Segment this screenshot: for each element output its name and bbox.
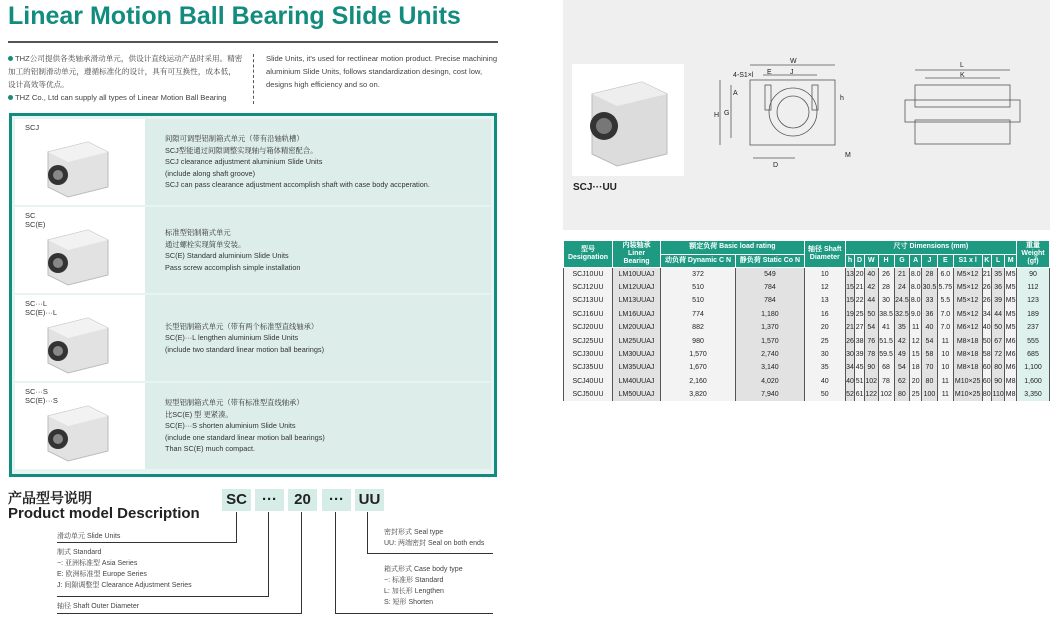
intro-cn: THZ公司提供各类轴承滑动单元，供设计直线运动产品时采用。精密加工的铝制滑动单元，遵循标准化的设计，具有可互换性，成本低，设计高效等优点。: [8, 54, 243, 89]
table-cell: M6: [1005, 361, 1017, 374]
table-cell: 39: [855, 348, 865, 361]
table-row: [564, 294, 1050, 307]
drawing-caption: SCJ···UU: [573, 182, 617, 193]
table-cell: 50: [864, 308, 878, 321]
table-cell: 8.0: [910, 268, 922, 281]
table-cell: 80: [992, 361, 1005, 374]
description-line: 长型铝制箱式单元（带有两个标准型直线轴承）: [165, 321, 319, 331]
table-cell: 12: [804, 281, 845, 294]
table-cell: 16: [804, 308, 845, 321]
table-cell: 102: [864, 375, 878, 388]
desc-shaft: 轴径 Shaft Outer Diameter: [57, 603, 140, 610]
table-cell: 15: [845, 281, 855, 294]
table-cell: 1,370: [736, 321, 805, 334]
table-cell: 774: [661, 308, 736, 321]
types-panel: [9, 113, 497, 477]
table-cell: SCJ16UU: [564, 308, 613, 321]
table-cell: 36: [922, 308, 938, 321]
description-line: Pass screw accomplish simple installation: [165, 262, 301, 272]
type-image: [15, 207, 145, 293]
description-line: SC(E)···L lengthen aluminium Slide Units: [165, 333, 299, 343]
table-cell: SCJ10UU: [564, 268, 613, 281]
table-cell: 60: [982, 375, 992, 388]
desc-seal: 密封形式 Seal type UU: 两端密封 Seal on both ends: [384, 529, 485, 547]
slide-unit-image: [43, 313, 113, 375]
table-cell: 100: [922, 388, 938, 401]
intro-divider: [253, 54, 254, 104]
table-cell: 25: [855, 308, 865, 321]
col-dim: M: [1005, 254, 1017, 268]
type-image: [15, 119, 145, 205]
type-description: [145, 383, 491, 469]
table-cell: 237: [1017, 321, 1050, 334]
table-cell: 27: [855, 321, 865, 334]
table-cell: SCJ40UU: [564, 375, 613, 388]
table-cell: 42: [894, 334, 910, 347]
table-cell: SCJ20UU: [564, 321, 613, 334]
table-cell: 58: [922, 348, 938, 361]
table-cell: 5.75: [937, 281, 953, 294]
spec-table: [563, 240, 1050, 401]
table-cell: 20: [804, 321, 845, 334]
table-row: [564, 388, 1050, 401]
title-divider: [8, 41, 498, 43]
table-cell: M5×12: [953, 308, 982, 321]
table-cell: 13: [845, 268, 855, 281]
table-cell: 10: [937, 348, 953, 361]
table-cell: 1,570: [736, 334, 805, 347]
table-cell: SCJ12UU: [564, 281, 613, 294]
code-seal: UU: [355, 489, 384, 511]
table-cell: 510: [661, 281, 736, 294]
code-sep1: ···: [255, 489, 284, 511]
table-cell: 90: [1017, 268, 1050, 281]
table-cell: 39: [992, 294, 1005, 307]
table-cell: 60: [982, 361, 992, 374]
table-cell: 7,940: [736, 388, 805, 401]
table-cell: 40: [864, 268, 878, 281]
table-cell: 80: [922, 375, 938, 388]
table-cell: M6×12: [953, 321, 982, 334]
description-line: (include one standard linear motion ball bearings): [165, 432, 325, 442]
type-description: [145, 295, 491, 381]
svg-text:J: J: [790, 69, 794, 76]
table-cell: M8: [1005, 375, 1017, 388]
leader-line: [57, 512, 302, 614]
table-cell: 10: [804, 268, 845, 281]
model-title-en: Product model Description: [8, 505, 200, 522]
table-cell: 54: [922, 334, 938, 347]
table-cell: 32.5: [894, 308, 910, 321]
type-row: [15, 207, 491, 293]
product-photo: [572, 64, 684, 176]
table-cell: 41: [878, 321, 894, 334]
table-cell: 5.5: [937, 294, 953, 307]
col-static: 静负荷 Static Co N: [736, 254, 805, 268]
col-dim: G: [894, 254, 910, 268]
table-cell: 44: [864, 294, 878, 307]
table-cell: 49: [894, 348, 910, 361]
type-description: [145, 207, 491, 293]
table-cell: 15: [845, 294, 855, 307]
description-line: (include two standard linear motion ball bearings): [165, 344, 324, 354]
intro-en2: Slide Units, it's used for rectlinear motion product. Precise machining aluminium Slide Units, follows standardization desingn, cost low, designs high efficiency and so on.: [266, 54, 498, 89]
table-cell: 40: [922, 321, 938, 334]
table-row: [564, 375, 1050, 388]
table-cell: 11: [937, 334, 953, 347]
type-row: [15, 383, 491, 469]
description-line: Than SC(E) much compact.: [165, 444, 256, 454]
table-cell: 30: [804, 348, 845, 361]
table-cell: 36: [992, 281, 1005, 294]
table-cell: 28: [922, 268, 938, 281]
desc-standard: 制式 Standard −: 亚洲标准型 Asia Series E: 欧洲标准型 Europe Series J: 间隙调整型 Clearance Adjustment Series: [57, 549, 192, 589]
col-dim: H: [878, 254, 894, 268]
svg-text:A: A: [733, 90, 738, 97]
table-cell: 122: [864, 388, 878, 401]
table-cell: 28: [878, 281, 894, 294]
table-cell: 26: [982, 294, 992, 307]
table-row: [564, 334, 1050, 347]
description-line: 标准型铝制箱式单元: [165, 228, 231, 237]
table-cell: M5: [1005, 294, 1017, 307]
table-cell: 555: [1017, 334, 1050, 347]
table-cell: 51.5: [878, 334, 894, 347]
table-cell: 1,100: [1017, 361, 1050, 374]
code-sep2: ···: [322, 489, 351, 511]
table-cell: LM25UUAJ: [613, 334, 661, 347]
table-cell: M5×12: [953, 268, 982, 281]
table-cell: SCJ13UU: [564, 294, 613, 307]
desc-slide: 滑动单元 Slide Units: [57, 533, 121, 540]
table-cell: M5: [1005, 268, 1017, 281]
table-cell: M8×18: [953, 361, 982, 374]
table-cell: 21: [982, 268, 992, 281]
table-cell: 80: [982, 388, 992, 401]
table-cell: 8.0: [910, 281, 922, 294]
description-line: SC(E)···S shorten aluminium Slide Units: [165, 421, 296, 431]
table-cell: SCJ25UU: [564, 334, 613, 347]
page-title: Linear Motion Ball Bearing Slide Units: [8, 2, 461, 30]
table-cell: 372: [661, 268, 736, 281]
table-cell: 25: [910, 388, 922, 401]
table-cell: 34: [845, 361, 855, 374]
table-cell: 40: [804, 375, 845, 388]
technical-drawing: [715, 55, 1035, 185]
table-cell: 30.5: [922, 281, 938, 294]
table-cell: 62: [894, 375, 910, 388]
col-dim: L: [992, 254, 1005, 268]
table-cell: LM10UUAJ: [613, 268, 661, 281]
desc-case: 箱式形式 Case body type −: 标准形 Standard L: 加长形 Lengthen S: 短形 Shorten: [384, 566, 463, 606]
table-row: [564, 308, 1050, 321]
table-cell: 18: [910, 361, 922, 374]
table-cell: 20: [855, 268, 865, 281]
table-cell: 26: [878, 268, 894, 281]
table-cell: M8: [1005, 388, 1017, 401]
table-cell: 2,160: [661, 375, 736, 388]
table-cell: 22: [855, 294, 865, 307]
table-cell: SCJ30UU: [564, 348, 613, 361]
svg-text:K: K: [960, 72, 965, 79]
table-cell: 54: [864, 321, 878, 334]
col-weight: 重量 Weight (gf): [1017, 241, 1050, 268]
table-cell: 78: [864, 348, 878, 361]
table-cell: LM20UUAJ: [613, 321, 661, 334]
type-image: [15, 383, 145, 469]
svg-text:M: M: [845, 152, 851, 159]
table-cell: M10×25: [953, 388, 982, 401]
table-cell: 685: [1017, 348, 1050, 361]
table-cell: 26: [845, 334, 855, 347]
table-cell: 110: [992, 388, 1005, 401]
description-line: 间隙可调型铝制箱式单元（带有沿轴轨槽）: [165, 134, 304, 144]
table-cell: 30: [878, 294, 894, 307]
table-cell: 34: [982, 308, 992, 321]
code-diameter: 20: [288, 489, 317, 511]
table-row: [564, 321, 1050, 334]
table-cell: LM13UUAJ: [613, 294, 661, 307]
table-cell: 4,020: [736, 375, 805, 388]
table-cell: 102: [878, 388, 894, 401]
svg-text:G: G: [724, 110, 730, 117]
table-cell: 3,140: [736, 361, 805, 374]
table-cell: 510: [661, 294, 736, 307]
table-cell: 11: [937, 388, 953, 401]
type-description: [145, 119, 491, 205]
col-load: 额定负荷 Basic load rating: [661, 241, 805, 255]
table-cell: 1,600: [1017, 375, 1050, 388]
table-cell: 45: [855, 361, 865, 374]
table-cell: LM40UUAJ: [613, 375, 661, 388]
col-shaft: 轴径 Shaft Diameter: [804, 241, 845, 268]
table-cell: 7.0: [937, 308, 953, 321]
table-cell: 40: [982, 321, 992, 334]
description-line: 比SC(E) 型 更紧凑。: [165, 409, 233, 419]
table-cell: 21: [845, 321, 855, 334]
table-cell: 33: [922, 294, 938, 307]
col-dim: h: [845, 254, 855, 268]
table-cell: 1,670: [661, 361, 736, 374]
slide-unit-image: [43, 225, 113, 287]
table-cell: SCJ50UU: [564, 388, 613, 401]
col-dim: A: [910, 254, 922, 268]
leader-line: [335, 512, 493, 614]
table-cell: 59.5: [878, 348, 894, 361]
table-cell: LM16UUAJ: [613, 308, 661, 321]
slide-unit-image: [43, 401, 113, 463]
col-dynamic: 动负荷 Dynamic C N: [661, 254, 736, 268]
type-code: SCJ: [25, 123, 40, 132]
col-dim: K: [982, 254, 992, 268]
table-cell: 549: [736, 268, 805, 281]
table-cell: M5: [1005, 321, 1017, 334]
table-cell: 3,820: [661, 388, 736, 401]
table-cell: 19: [845, 308, 855, 321]
table-cell: 70: [922, 361, 938, 374]
table-cell: 784: [736, 281, 805, 294]
table-cell: 78: [878, 375, 894, 388]
table-cell: 52: [845, 388, 855, 401]
type-code: SC SC(E): [25, 211, 46, 229]
table-cell: 784: [736, 294, 805, 307]
table-cell: 30: [845, 348, 855, 361]
svg-text:E: E: [767, 69, 772, 76]
svg-text:W: W: [790, 58, 797, 65]
table-cell: 61: [855, 388, 865, 401]
table-cell: LM50UUAJ: [613, 388, 661, 401]
col-dim: E: [937, 254, 953, 268]
table-cell: 24.5: [894, 294, 910, 307]
table-cell: 15: [910, 348, 922, 361]
description-line: 通过螺栓实现简单安装。: [165, 239, 246, 249]
table-cell: 44: [992, 308, 1005, 321]
description-line: SCJ clearance adjustment aluminium Slide Units: [165, 157, 323, 167]
table-cell: 42: [864, 281, 878, 294]
intro-left: [8, 52, 243, 104]
table-cell: 35: [804, 361, 845, 374]
table-cell: 38.5: [878, 308, 894, 321]
svg-text:L: L: [960, 62, 964, 69]
table-cell: 50: [982, 334, 992, 347]
description-line: 短型铝制箱式单元（带有标准型直线轴承）: [165, 398, 304, 408]
type-row: [15, 295, 491, 381]
table-cell: M6: [1005, 348, 1017, 361]
slide-unit-image: [43, 137, 113, 199]
table-cell: LM12UUAJ: [613, 281, 661, 294]
svg-text:4-S1×l: 4-S1×l: [733, 72, 754, 79]
table-cell: 40: [845, 375, 855, 388]
type-code: SC···L SC(E)···L: [25, 299, 58, 317]
table-cell: 50: [992, 321, 1005, 334]
table-cell: M6: [1005, 334, 1017, 347]
col-designation: 型号 Designation: [564, 241, 613, 268]
table-cell: 54: [894, 361, 910, 374]
table-cell: M5: [1005, 281, 1017, 294]
table-cell: 882: [661, 321, 736, 334]
table-cell: 21: [894, 268, 910, 281]
table-cell: 76: [864, 334, 878, 347]
col-liner: 内装轴承 Liner Bearing: [613, 241, 661, 268]
intro-en1: THZ Co., Ltd can supply all types of Linear Motion Ball Bearing: [15, 93, 227, 102]
table-cell: 112: [1017, 281, 1050, 294]
table-cell: 11: [937, 375, 953, 388]
table-cell: 10: [937, 361, 953, 374]
table-cell: 12: [910, 334, 922, 347]
table-cell: 189: [1017, 308, 1050, 321]
table-cell: 68: [878, 361, 894, 374]
table-row: [564, 268, 1050, 281]
col-dim: W: [864, 254, 878, 268]
table-cell: 9.0: [910, 308, 922, 321]
type-row: [15, 119, 491, 205]
table-cell: 51: [855, 375, 865, 388]
col-dims: 尺寸 Dimensions (mm): [845, 241, 1016, 255]
col-dim: J: [922, 254, 938, 268]
table-row: [564, 361, 1050, 374]
table-cell: M8×18: [953, 348, 982, 361]
table-cell: 50: [804, 388, 845, 401]
table-row: [564, 348, 1050, 361]
table-cell: 26: [982, 281, 992, 294]
model-title-cn: 产品型号说明: [8, 490, 92, 506]
description-line: SC(E) Standard aluminium Slide Units: [165, 251, 289, 260]
table-cell: 35: [894, 321, 910, 334]
table-cell: 123: [1017, 294, 1050, 307]
table-cell: M8×18: [953, 334, 982, 347]
table-cell: 11: [910, 321, 922, 334]
table-cell: 6.0: [937, 268, 953, 281]
table-cell: M5: [1005, 308, 1017, 321]
table-cell: M5×12: [953, 294, 982, 307]
table-cell: 38: [855, 334, 865, 347]
table-cell: 72: [992, 348, 1005, 361]
table-cell: 25: [804, 334, 845, 347]
bullet-icon: [8, 56, 13, 61]
table-cell: LM30UUAJ: [613, 348, 661, 361]
table-cell: SCJ35UU: [564, 361, 613, 374]
table-cell: 3,350: [1017, 388, 1050, 401]
bullet-icon: [8, 95, 13, 100]
table-cell: 20: [910, 375, 922, 388]
table-cell: 24: [894, 281, 910, 294]
table-cell: 1,570: [661, 348, 736, 361]
table-row: [564, 281, 1050, 294]
table-cell: 8.0: [910, 294, 922, 307]
table-cell: 2,740: [736, 348, 805, 361]
table-cell: M10×25: [953, 375, 982, 388]
type-image: [15, 295, 145, 381]
description-line: SCJ can pass clearance adjustment accomplish shaft with case body accperation.: [165, 180, 430, 190]
table-cell: M5×12: [953, 281, 982, 294]
type-code: SC···S SC(E)···S: [25, 387, 58, 405]
table-cell: 1,180: [736, 308, 805, 321]
code-series: SC: [222, 489, 251, 511]
col-dim: S1 x l: [953, 254, 982, 268]
table-cell: 90: [864, 361, 878, 374]
description-line: SCJ型能通过间隙调整实现轴与箱体精密配合。: [165, 145, 318, 155]
table-cell: LM35UUAJ: [613, 361, 661, 374]
table-cell: 80: [894, 388, 910, 401]
svg-text:h: h: [840, 95, 844, 102]
svg-text:D: D: [773, 162, 779, 169]
table-cell: 35: [992, 268, 1005, 281]
table-cell: 67: [992, 334, 1005, 347]
svg-text:H: H: [714, 112, 720, 119]
table-cell: 90: [992, 375, 1005, 388]
table-cell: 7.0: [937, 321, 953, 334]
table-cell: 21: [855, 281, 865, 294]
table-cell: 13: [804, 294, 845, 307]
table-cell: 980: [661, 334, 736, 347]
table-cell: 58: [982, 348, 992, 361]
description-line: (include along shaft groove): [165, 168, 256, 178]
col-dim: D: [855, 254, 865, 268]
